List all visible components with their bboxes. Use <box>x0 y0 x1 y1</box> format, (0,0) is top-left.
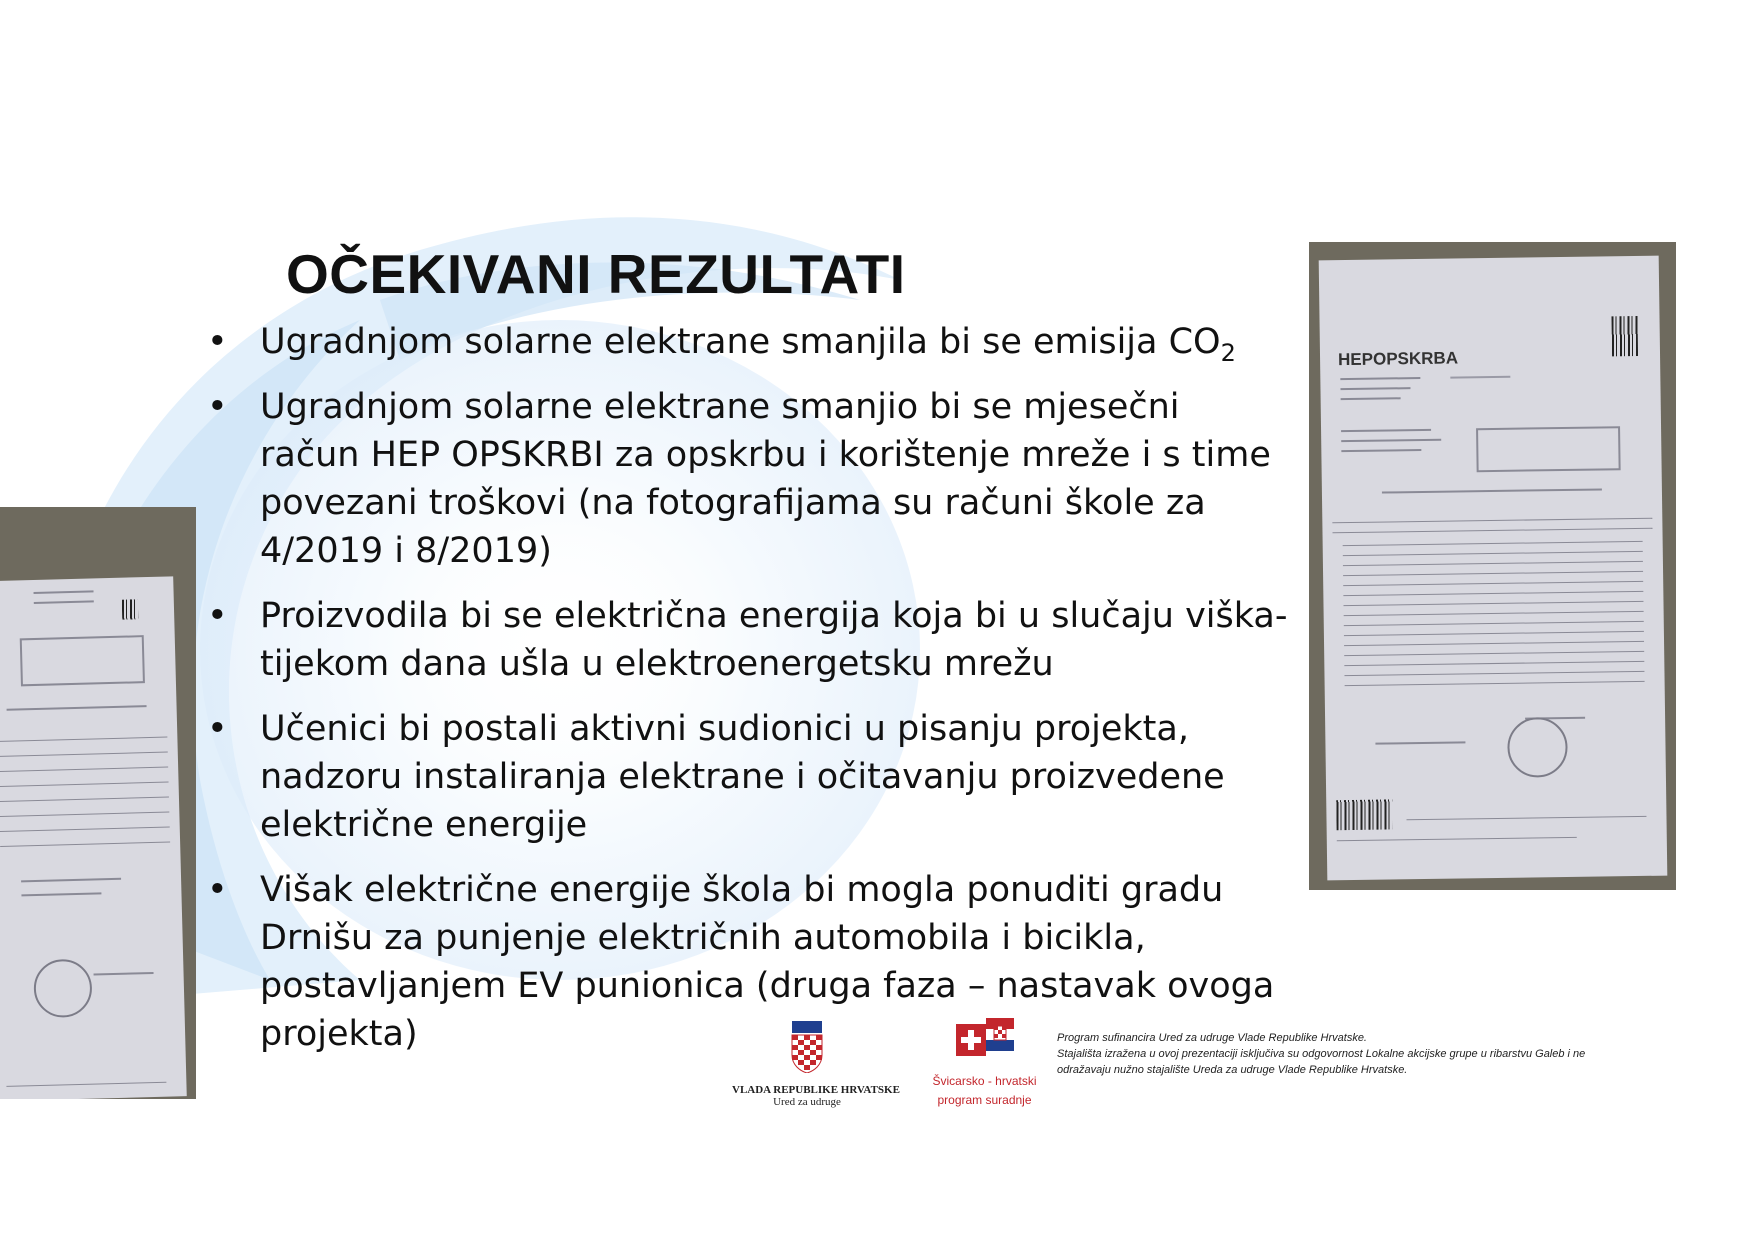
bullet-text: Proizvodila bi se električna energija koja bi u slučaju viška- tijekom dana ušla u elektroenergetsku mrežu <box>260 596 1288 684</box>
table-rule <box>1344 631 1644 636</box>
bullet-icon: • <box>207 870 228 910</box>
table-rule <box>0 737 167 742</box>
barcode-icon <box>1336 799 1392 830</box>
hep-opskrba-logo: HEPOPSKRBA <box>1337 348 1459 370</box>
signature-line <box>21 878 121 883</box>
bullet-text: Ugradnjom solarne elektrane smanjio bi se mjesečni račun HEP OPSKRBI za opskrbu i korištenje mreže i s time povezani troškovi (na fotografijama su računi škole za 4/2019 i 8/2019) <box>260 387 1271 571</box>
invoice-line <box>1382 488 1602 493</box>
table-rule <box>6 1082 166 1087</box>
table-rule <box>1343 571 1643 576</box>
bullet-item <box>205 383 1290 575</box>
vlada-logo <box>732 1021 900 1108</box>
stamp-icon <box>1507 717 1568 778</box>
invoice-line <box>1341 449 1421 452</box>
invoice-line <box>34 590 94 594</box>
table-rule <box>1343 551 1643 556</box>
barcode-icon <box>122 599 139 619</box>
bullet-text: Učenici bi postali aktivni sudionici u pisanju projekta, nadzoru instaliranja elektrane i očitavanju proizvedene električne energije <box>260 709 1225 845</box>
invoice-line <box>1340 377 1420 380</box>
funding-disclaimer <box>1057 1030 1617 1078</box>
invoice-line <box>1340 387 1410 390</box>
vlada-name: VLADA REPUBLIKE HRVATSKE <box>732 1084 900 1096</box>
signature-line <box>21 892 101 896</box>
table-rule <box>0 797 169 802</box>
bullet-item <box>205 592 1290 688</box>
table-rule <box>1337 837 1577 841</box>
table-rule <box>0 752 168 757</box>
invoice-line <box>34 600 94 604</box>
invoice-photo-left <box>0 507 196 1099</box>
table-rule <box>1344 671 1644 676</box>
table-rule <box>0 812 169 817</box>
invoice-photo-right <box>1309 242 1676 890</box>
table-rule <box>1343 591 1643 596</box>
disclaimer-line-1: Program sufinancira Ured za udruge Vlade Republike Hrvatske. <box>1057 1032 1367 1044</box>
invoice-line <box>7 705 147 711</box>
vlada-sub: Ured za udruge <box>773 1096 841 1108</box>
bullet-text: Ugradnjom solarne elektrane smanjila bi se emisija CO <box>260 322 1221 362</box>
swiss-label-line-1: Švicarsko - hrvatski <box>932 1074 1037 1088</box>
invoice-line <box>1341 429 1431 432</box>
invoice-line <box>1450 376 1510 379</box>
swiss-croatian-flags-icon <box>956 1018 1014 1064</box>
table-rule <box>0 827 170 832</box>
address-box <box>20 635 145 686</box>
swiss-label-line-2: program suradnje <box>937 1093 1032 1107</box>
croatian-coat-of-arms-icon <box>790 1021 824 1073</box>
table-rule <box>1343 561 1643 566</box>
signature-line <box>94 972 154 976</box>
swiss-croatian-logo <box>927 1018 1042 1107</box>
table-rule <box>1343 581 1643 586</box>
table-rule <box>1406 816 1646 820</box>
bullet-list <box>205 318 1290 1075</box>
bullet-item <box>205 318 1290 366</box>
disclaimer-line-2: Stajališta izražena u ovoj prezentaciji isključiva su odgovornost Lokalne akcijske grupe u ribarstvu Galeb i ne odražavaju nužno stajalište Ureda za udruge Vlade Republike Hrvatske. <box>1057 1048 1586 1076</box>
bullet-icon: • <box>207 709 228 749</box>
barcode-icon <box>1611 316 1638 356</box>
address-box <box>1476 426 1621 472</box>
invoice-paper <box>1319 256 1668 881</box>
slide-title: OČEKIVANI REZULTATI <box>286 243 906 305</box>
signature-line <box>1375 741 1465 744</box>
table-rule <box>1344 661 1644 666</box>
table-rule <box>1344 611 1644 616</box>
bullet-subscript: 2 <box>1220 339 1236 367</box>
table-rule <box>1344 601 1644 606</box>
invoice-line <box>1341 397 1401 400</box>
bullet-icon: • <box>207 596 228 636</box>
table-rule <box>0 842 170 847</box>
table-rule <box>1343 541 1643 546</box>
table-rule <box>1344 641 1644 646</box>
table-rule <box>1344 651 1644 656</box>
table-rule <box>1332 528 1652 533</box>
table-rule <box>0 782 169 787</box>
bullet-icon: • <box>207 387 228 427</box>
bullet-text: Višak električne energije škola bi mogla ponuditi gradu Drnišu za punjenje električnih automobila i bicikla, postavljanjem EV punionica (druga faza – nastavak ovoga projekta) <box>260 870 1275 1054</box>
invoice-line <box>1341 439 1441 442</box>
stamp-icon <box>33 959 92 1018</box>
bullet-item <box>205 705 1290 849</box>
table-rule <box>1345 681 1645 686</box>
invoice-paper <box>0 576 187 1099</box>
bullet-icon: • <box>207 322 228 362</box>
table-rule <box>1332 518 1652 523</box>
table-rule <box>1344 621 1644 626</box>
table-rule <box>0 767 168 772</box>
